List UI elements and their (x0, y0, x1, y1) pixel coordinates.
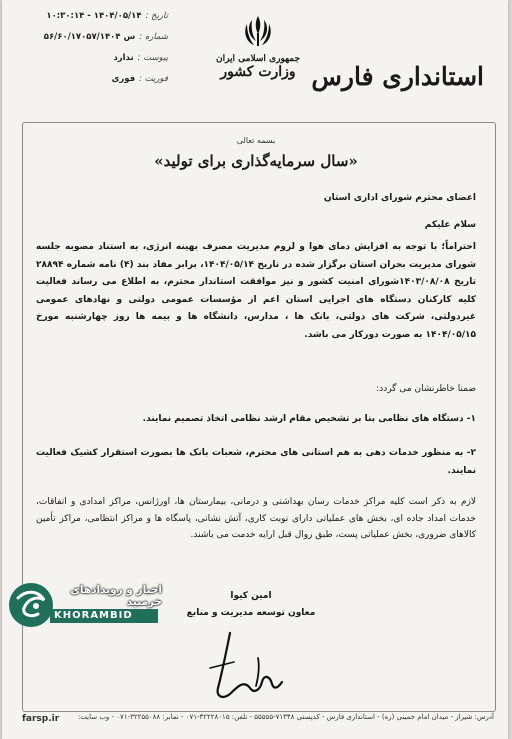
addressee: اعضای محترم شورای اداری استان (323, 193, 476, 203)
khorambid-logo-icon (6, 576, 56, 634)
meta-number (18, 27, 168, 48)
meta-date-label: تاریخ : (145, 11, 168, 21)
meta-number-value: س ۵۶/۶۰/۱۷۰۵۷/۱۴۰۴ (43, 32, 136, 42)
watermark-persian-text: اخبار و رویدادهای خرمبید (70, 584, 162, 608)
meta-urgency (18, 69, 168, 90)
greeting: سلام علیکم (424, 220, 476, 230)
signer-title: معاون توسعه مدیریت و منابع (186, 608, 316, 618)
list-item-1: ۱- دستگاه های نظامی بنا بر تشخیص مقام ارشد نظامی اتخاذ تصمیم نمایند. (142, 414, 476, 424)
signer-name: امین کیوا (230, 591, 272, 601)
meta-urgency-label: فوریت : (139, 74, 168, 84)
handwritten-signature (200, 628, 290, 708)
watermark-english-text: KHORAMBID (54, 610, 133, 621)
meta-date-value: ۱۴۰۴/۰۵/۱۴ - ۱۰:۳۰:۱۴ (46, 11, 142, 21)
list-item-2: ۲- به منظور خدمات دهی به هم استانی های محترم، شعبات بانک ها بصورت استقرار کشیک فعالیت نمایند. (36, 448, 476, 476)
ministry-name: وزارت کشور (220, 64, 296, 80)
meta-number-label: شماره : (139, 32, 168, 42)
office-title: استانداری فارس (311, 62, 484, 91)
footer-address: آدرس: شیراز - میدان امام خمینی (ره) - استانداری فارس - کدپستی ۷۱۳۴۸-۵۵۵۵۵ - تلفن: ۳۲۲۲۸۰۱۵-۰۷۱ - نمابر: ۳۲۲۵۵۰۸۸-۰۷۱ - وب سایت: (77, 713, 494, 721)
meta-date (18, 6, 168, 27)
khorambid-watermark-logo (6, 576, 162, 634)
government-name: جمهوری اسلامی ایران (215, 54, 301, 64)
iran-emblem-icon (243, 14, 273, 48)
meta-attachment-value: ندارد (113, 53, 134, 63)
services-paragraph: لازم به ذکر است کلیه مراکز خدمات رسان بهداشتی و درمانی، بیمارستان ها، اورژانس، مراکز امدادی و اتفاقات، خدمات امداد جاده ای، بخش های عملیاتی دارای نوبت کاری، آتش نشانی، پاسگاه ها و مراکز انتظامی، مراکز تأمین کالاهای ضروری، بخش عملیاتی پست، طبق روال قبل ارایه خدمت می باشند. (36, 497, 476, 540)
signature-block (176, 588, 326, 622)
notice-line: ضمنا خاطرنشان می گردد: (376, 384, 476, 394)
meta-attachment (18, 48, 168, 69)
basmala: بسمه تعالی (236, 136, 276, 145)
year-motto: «سال سرمایه‌گذاری برای تولید» (154, 152, 358, 170)
letter-metadata (18, 6, 168, 90)
footer-website: farsp.ir (22, 714, 60, 724)
meta-attachment-label: پیوست : (137, 53, 168, 63)
main-paragraph: احتراماً؛ با توجه به افزایش دمای هوا و لزوم مدیریت مصرف بهینه انرژی، به استناد مصوبه جلسه شورای مدیریت بحران استان برگزار شده در تاریخ ۱۴۰۴/۰۵/۱۴، برابر مفاد بند (۴) نامه شماره ۲۸۸۹۴ تاریخ ۱۴۰۳/۰۸/۰۸شورای امنیت کشور و نیز موافقت استاندار محترم، به اطلاع می رساند فعالیت کلیه کارکنان دستگاه های اجرایی استان اعم از مؤسسات عمومی دولتی و نهادهای عمومی غیردولتی، شرکت های دولتی، بانک ها ، مدارس، دانشگاه ها و بیمه ها روز چهارشنبه مورخ ۱۴۰۴/۰۵/۱۵ به صورت دورکار می باشد. (36, 242, 476, 340)
meta-urgency-value: فوری (111, 74, 136, 84)
government-emblem-block (210, 14, 306, 80)
